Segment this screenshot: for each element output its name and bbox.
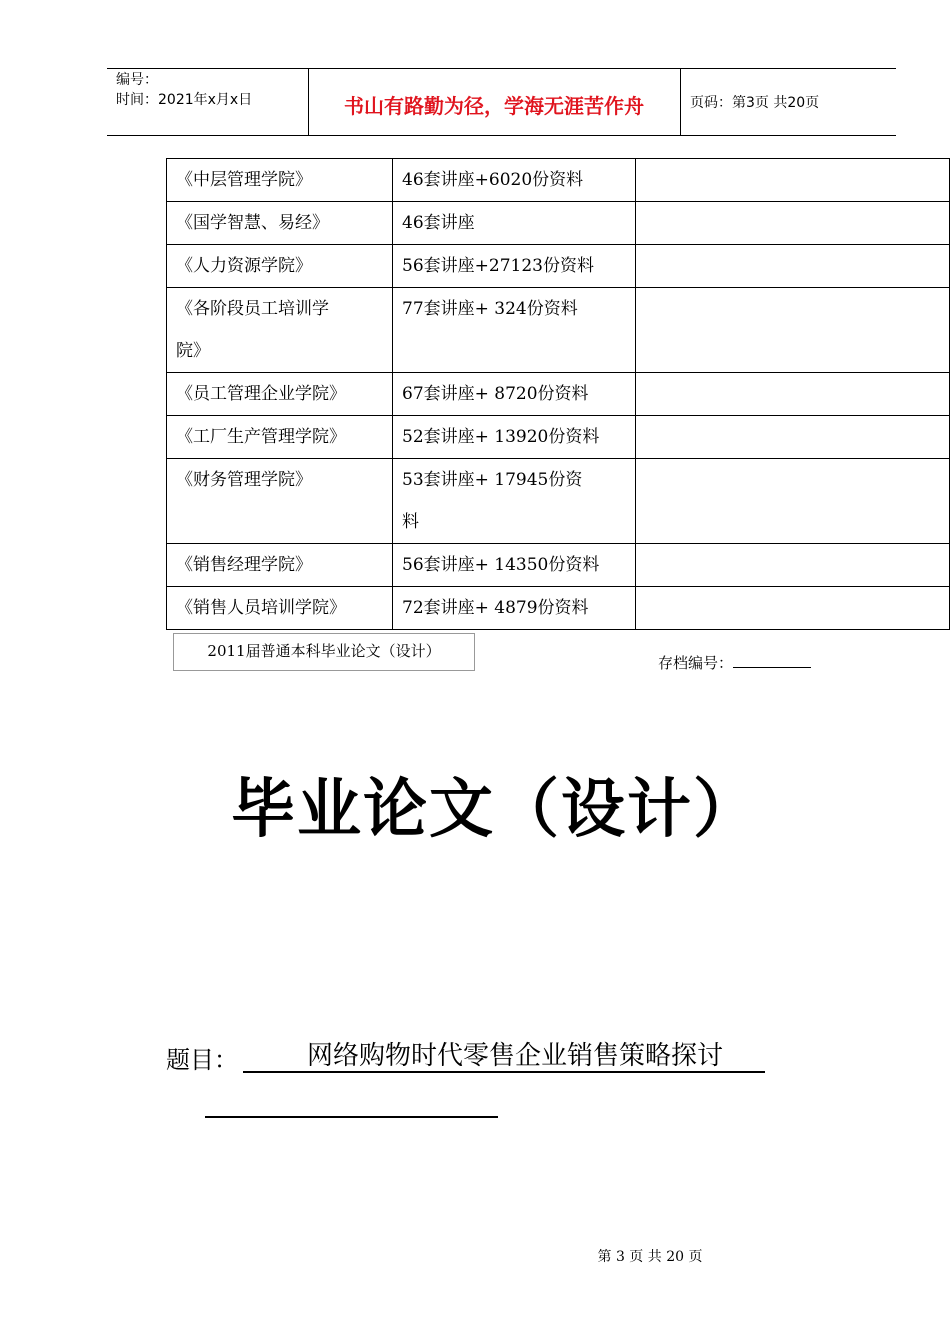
table-row xyxy=(167,202,950,245)
course-content-cell: 67套讲座+ 8720份资料 xyxy=(393,373,636,416)
archive-label: 存档编号： xyxy=(658,654,734,672)
course-note-cell xyxy=(636,459,950,544)
series-box: 2011届普通本科毕业论文（设计） xyxy=(173,633,475,671)
course-content-cell: 52套讲座+ 13920份资料 xyxy=(393,416,636,459)
table-row xyxy=(167,416,950,459)
table-row xyxy=(167,288,950,373)
course-note-cell xyxy=(636,159,950,202)
course-name-cell: 《销售人员培训学院》 xyxy=(167,587,393,630)
course-name-cell: 《中层管理学院》 xyxy=(167,159,393,202)
course-note-cell xyxy=(636,288,950,373)
course-table xyxy=(166,158,950,630)
topic-label: 题目： xyxy=(166,1046,238,1074)
topic-second-line xyxy=(205,1116,498,1118)
course-content-cell: 56套讲座+ 14350份资料 xyxy=(393,544,636,587)
header-divider-right xyxy=(680,68,681,136)
course-content-cell: 46套讲座+6020份资料 xyxy=(393,159,636,202)
course-note-cell xyxy=(636,373,950,416)
archive-blank xyxy=(733,653,811,668)
course-content-cell: 46套讲座 xyxy=(393,202,636,245)
table-row xyxy=(167,373,950,416)
page-footer: 第 3 页 共 20 页 xyxy=(597,1249,703,1265)
header-top-rule xyxy=(107,68,896,69)
table-row xyxy=(167,544,950,587)
course-name-cell: 《工厂生产管理学院》 xyxy=(167,416,393,459)
table-row xyxy=(167,459,950,544)
course-note-cell xyxy=(636,544,950,587)
course-name-cell: 《人力资源学院》 xyxy=(167,245,393,288)
course-name-cell: 《财务管理学院》 xyxy=(167,459,393,544)
time-label: 时间：2021年x月x日 xyxy=(116,92,253,108)
archive-number xyxy=(658,652,811,673)
course-name-cell: 《员工管理企业学院》 xyxy=(167,373,393,416)
course-note-cell xyxy=(636,245,950,288)
course-note-cell xyxy=(636,587,950,630)
topic-value: 网络购物时代零售企业销售策略探讨 xyxy=(243,1040,765,1073)
course-note-cell xyxy=(636,202,950,245)
course-content-cell: 77套讲座+ 324份资料 xyxy=(393,288,636,373)
course-name-cell: 《国学智慧、易经》 xyxy=(167,202,393,245)
page-info: 页码：第3页 共20页 xyxy=(690,95,820,111)
course-note-cell xyxy=(636,416,950,459)
thesis-title: 毕业论文（设计） xyxy=(231,773,759,847)
header-bottom-rule xyxy=(107,135,896,136)
table-row xyxy=(167,159,950,202)
course-name-cell: 《各阶段员工培训学院》 xyxy=(167,288,393,373)
course-content-cell: 72套讲座+ 4879份资料 xyxy=(393,587,636,630)
course-content-cell: 53套讲座+ 17945份资料 xyxy=(393,459,636,544)
table-row xyxy=(167,245,950,288)
serial-label: 编号： xyxy=(116,72,158,88)
course-name-cell: 《销售经理学院》 xyxy=(167,544,393,587)
course-content-cell: 56套讲座+27123份资料 xyxy=(393,245,636,288)
header-motto: 书山有路勤为径，学海无涯苦作舟 xyxy=(344,94,644,118)
table-row xyxy=(167,587,950,630)
